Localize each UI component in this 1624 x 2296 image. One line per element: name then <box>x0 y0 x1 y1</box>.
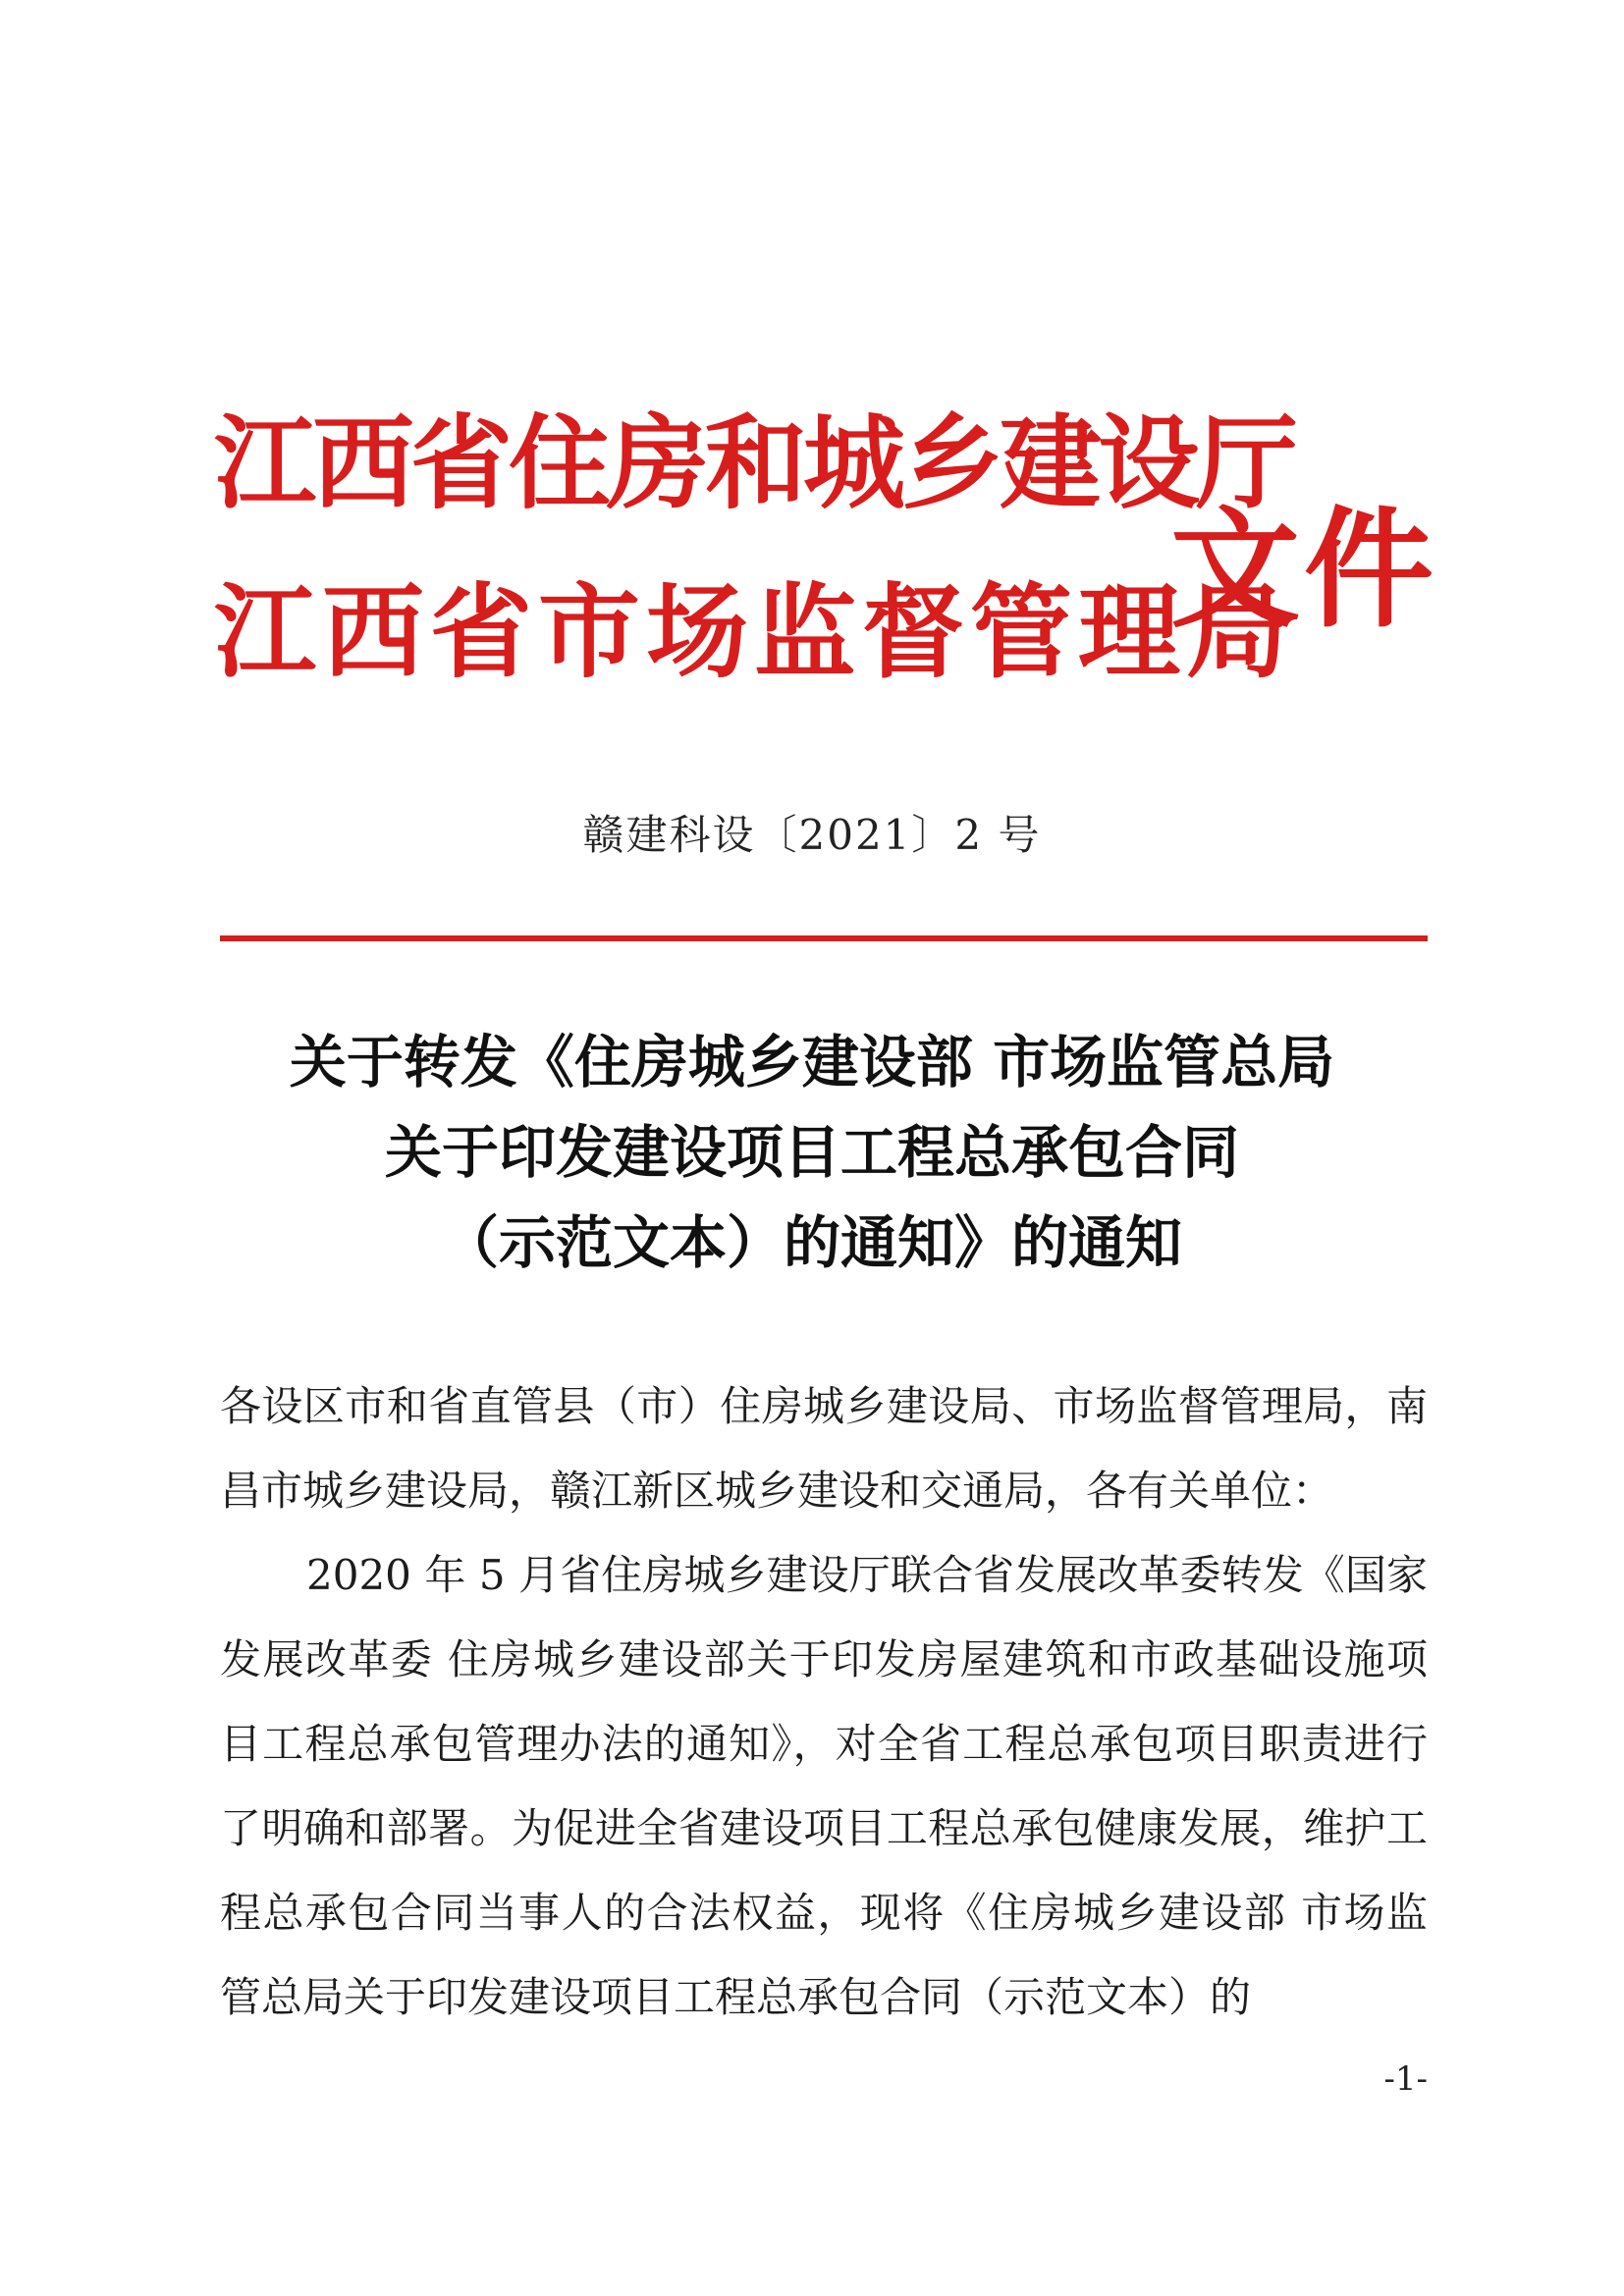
page-number: -1- <box>1383 2059 1428 2099</box>
title-line: （示范文本）的通知》的通知 <box>441 1209 1182 1276</box>
salutation: 各设区市和省直管县（市）住房城乡建设局、市场监督管理局，南昌市城乡建设局，赣江新区城乡建设和交通局，各有关单位： <box>220 1382 1428 1515</box>
document-header <box>0 0 1624 746</box>
document-number: 赣建科设〔2021〕2 号 <box>582 811 1042 859</box>
title-line: 关于转发《住房城乡建设部 市场监管总局 <box>289 1029 1335 1095</box>
issuer-name-market-regulation-bureau: 江西省市场监督管理局 <box>214 572 1295 692</box>
document-type-label: 文件 <box>1170 495 1437 646</box>
body-paragraph: 2020 年 5 月省住房城乡建设厅联合省发展改革委转发《国家发展改革委 住房城乡建设部关于印发房屋建筑和市政基础设施项目工程总承包管理办法的通知》，对全省工程总承包项目职责进行了明确和部署。为促进全省建设项目工程总承包健康发展，维护工程总承包合同当事人的合法权益，现将《住房城乡建设部 市场监管总局关于印发建设项目工程总承包合同（示范文本）的 <box>220 1551 1428 2021</box>
issuer-name-housing-department: 江西省住房和城乡建设厅 <box>214 403 1295 523</box>
red-divider-line <box>220 935 1428 941</box>
document-body <box>220 1364 1428 2040</box>
document-title <box>0 1017 1624 1288</box>
title-line: 关于印发建设项目工程总承包合同 <box>384 1119 1239 1186</box>
